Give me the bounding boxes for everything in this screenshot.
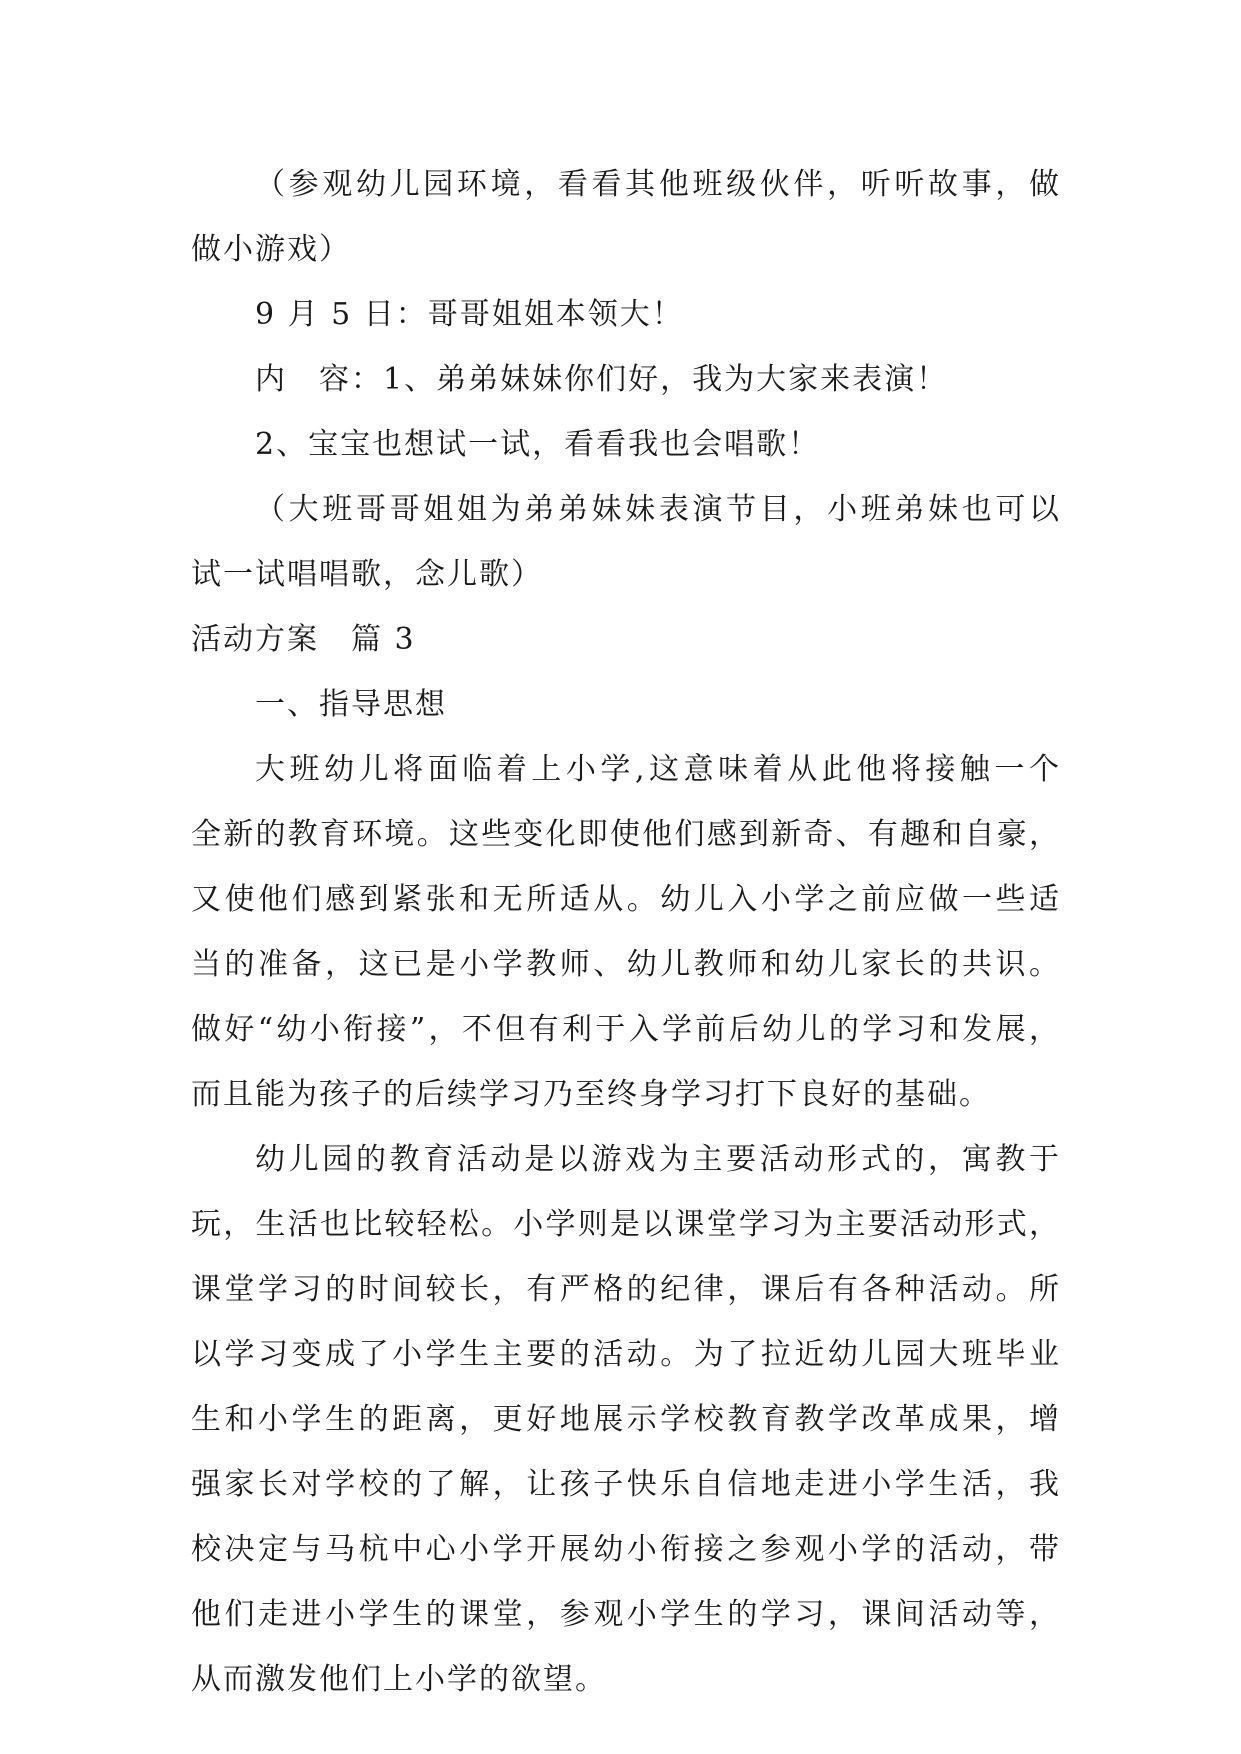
text-line: 做小游戏） bbox=[191, 232, 351, 267]
text-line: 大班幼儿将面临着上小学,这意味着从此他将接触一个 bbox=[255, 752, 1061, 787]
text-line: 做好“幼小衔接”，不但有利于入学前后幼儿的学习和发展， bbox=[191, 1012, 1061, 1047]
text-line: 校决定与马杭中心小学开展幼小衔接之参观小学的活动，带 bbox=[191, 1532, 1061, 1567]
text-line: 9 月 5 日：哥哥姐姐本领大！ bbox=[255, 297, 684, 332]
text-line: 强家长对学校的了解，让孩子快乐自信地走进小学生活，我 bbox=[191, 1467, 1061, 1502]
text-line: 生和小学生的距离，更好地展示学校教育教学改革成果，增 bbox=[191, 1402, 1061, 1437]
text-line: 又使他们感到紧张和无所适从。幼儿入小学之前应做一些适 bbox=[191, 882, 1061, 917]
subsection-heading: 一、指导思想 bbox=[255, 687, 447, 722]
text-line: 以学习变成了小学生主要的活动。为了拉近幼儿园大班毕业 bbox=[191, 1337, 1061, 1372]
text-line: 幼儿园的教育活动是以游戏为主要活动形式的，寓教于 bbox=[255, 1142, 1061, 1177]
text-line: （参观幼儿园环境，看看其他班级伙伴，听听故事，做 bbox=[255, 167, 1061, 202]
text-line: 2、宝宝也想试一试，看看我也会唱歌！ bbox=[255, 427, 821, 462]
section-heading: 活动方案 篇 3 bbox=[191, 622, 416, 657]
text-line: 全新的教育环境。这些变化即使他们感到新奇、有趣和自豪， bbox=[191, 817, 1061, 852]
text-line: 课堂学习的时间较长，有严格的纪律，课后有各种活动。所 bbox=[191, 1272, 1061, 1307]
text-line: 试一试唱唱歌，念儿歌） bbox=[191, 557, 543, 592]
text-line: 玩，生活也比较轻松。小学则是以课堂学习为主要活动形式， bbox=[191, 1207, 1061, 1242]
text-line: 从而激发他们上小学的欲望。 bbox=[191, 1662, 607, 1697]
text-line: 当的准备，这已是小学教师、幼儿教师和幼儿家长的共识。 bbox=[191, 947, 1061, 982]
text-line: （大班哥哥姐姐为弟弟妹妹表演节目，小班弟妹也可以 bbox=[255, 492, 1061, 527]
text-line: 而且能为孩子的后续学习乃至终身学习打下良好的基础。 bbox=[191, 1077, 991, 1112]
text-line: 内 容：1、弟弟妹妹你们好，我为大家来表演！ bbox=[255, 362, 949, 397]
text-line: 他们走进小学生的课堂，参观小学生的学习，课间活动等， bbox=[191, 1597, 1061, 1632]
